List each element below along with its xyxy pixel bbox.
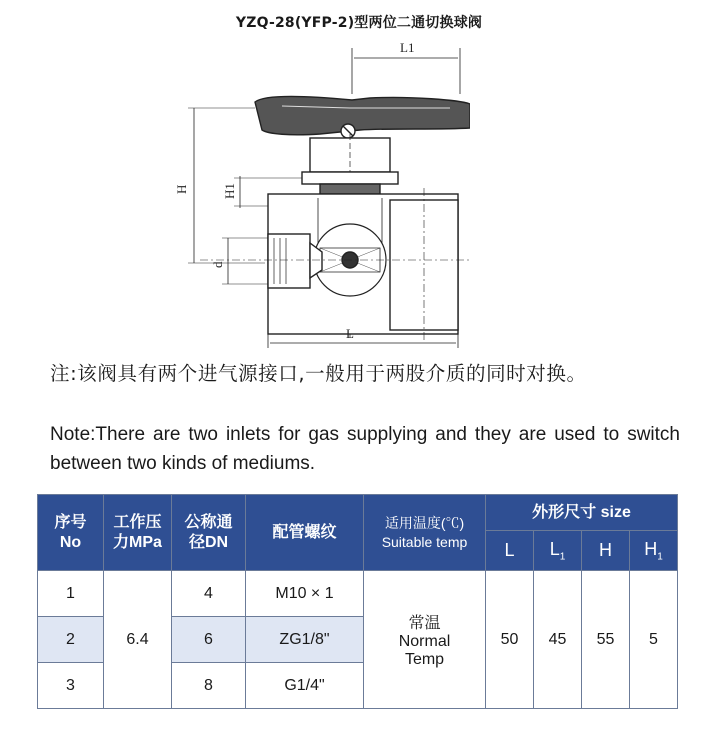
cell-H: 55 bbox=[582, 571, 630, 709]
label-L1: L1 bbox=[400, 40, 415, 55]
cell-thread: M10 × 1 bbox=[246, 571, 364, 617]
table-row bbox=[38, 571, 678, 617]
cell-thread: G1/4" bbox=[246, 663, 364, 709]
cell-no: 3 bbox=[38, 663, 104, 709]
label-H: H bbox=[174, 184, 189, 194]
cell-no: 2 bbox=[38, 617, 104, 663]
label-H1: H1 bbox=[222, 183, 237, 199]
cell-temp: 常温 Normal Temp bbox=[364, 571, 486, 709]
header-temp: 适用温度(℃) Suitable temp bbox=[364, 495, 486, 571]
cell-dn: 4 bbox=[172, 571, 246, 617]
header-L1: $L_1$ bbox=[534, 531, 582, 571]
header-H: H bbox=[582, 531, 630, 571]
cell-pressure: 6.4 bbox=[104, 571, 172, 709]
header-pressure: 工作压 力MPa bbox=[104, 495, 172, 571]
header-L: L bbox=[486, 531, 534, 571]
cell-L1: 45 bbox=[534, 571, 582, 709]
cell-dn: 8 bbox=[172, 663, 246, 709]
cell-H1: 5 bbox=[630, 571, 678, 709]
header-no: 序号 No bbox=[38, 495, 104, 571]
cell-no: 1 bbox=[38, 571, 104, 617]
note-english: Note:There are two inlets for gas supplying and they are used to switch between two kinds of mediums. bbox=[50, 424, 680, 474]
label-L: L bbox=[346, 326, 354, 341]
note-chinese: 注:该阀具有两个进气源接口,一般用于两股介质的同时对换。 bbox=[50, 362, 587, 385]
header-H1: $H_1$ bbox=[630, 531, 678, 571]
label-d: d bbox=[210, 261, 225, 268]
header-size: 外形尺寸 size bbox=[486, 495, 678, 531]
cell-L: 50 bbox=[486, 571, 534, 709]
valve-drawing bbox=[170, 38, 470, 350]
spec-table bbox=[37, 494, 678, 709]
cell-thread: ZG1/8" bbox=[246, 617, 364, 663]
cell-dn: 6 bbox=[172, 617, 246, 663]
header-thread: 配管螺纹 bbox=[246, 495, 364, 571]
header-dn: 公称通 径DN bbox=[172, 495, 246, 571]
page-title: YZQ-28(YFP-2)型两位二通切换球阀 bbox=[235, 15, 483, 31]
